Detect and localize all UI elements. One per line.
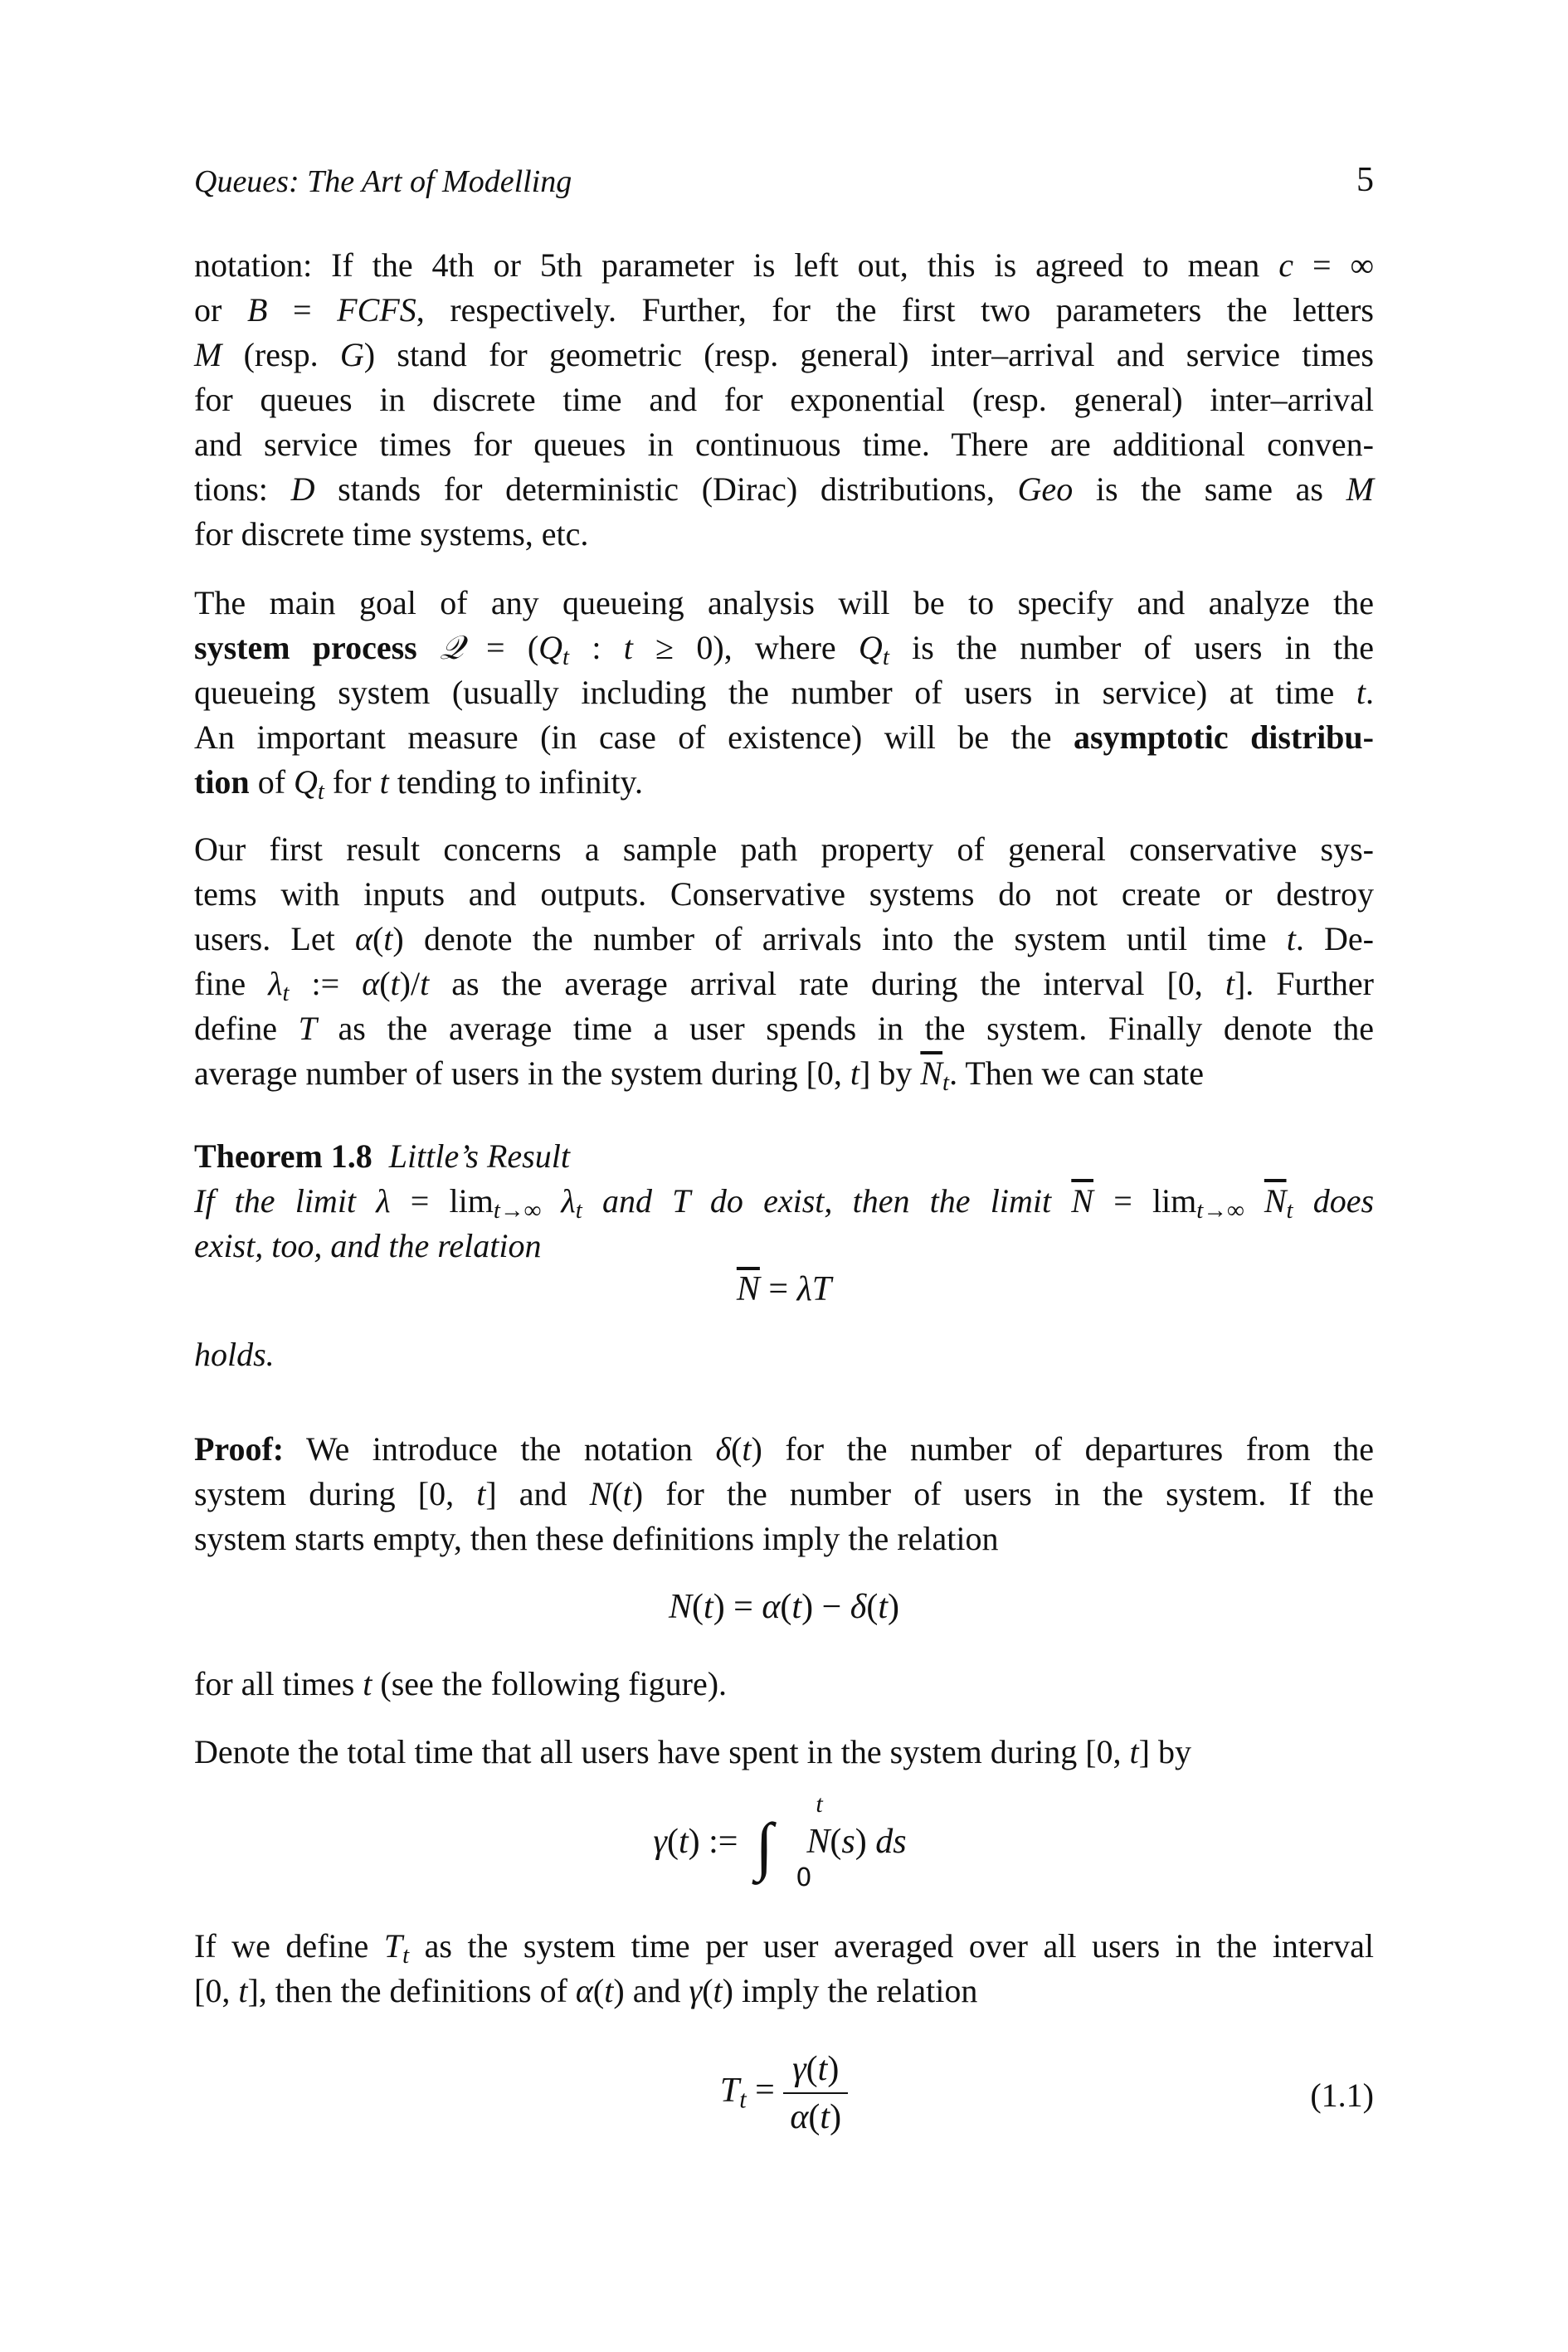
equation-little: $\overline{N} = \lambda T$ <box>736 1270 832 1308</box>
equation-n-of-t: N(t) = α(t) − δ(t) <box>669 1588 899 1626</box>
equation-gamma: γ(t) := ∫ N(s) ds t 0 <box>653 1790 907 1892</box>
paragraph-notation: notation: If the 4th or 5th parameter is left out, this is agreed to mean c = ∞ or B = FCFS, respectively. Further, for the first two parameters the letters M (resp. G) stand for geometric (resp. general) inter–arrival and service times for queues in discrete time and for exponential (resp. general) inter–arrival and service times for queues in continuous time. There are additional conven- tions: D stands for deterministic (Dirac) distributions, Geo is the same as M for discrete time systems, etc. <box>194 246 1375 553</box>
proof-paragraph: Proof: We introduce the notation δ(t) for the number of departures from the system during [0, t] and N(t) for the number of users in the system. If the system starts empty, then these definitions imply the relation <box>194 1430 1374 1557</box>
theorem-1-8: Theorem 1.8 Little’s Result If the limit $\lambda = \lim_{t\to\infty} \lambda_t$ and T do exist, then the limit $\overline{N} = \lim_{t\to\infty} \overline{N}_t$ does exist, too, and the relation <box>194 1137 1375 1264</box>
paragraph-sample-path: Our first result concerns a sample path property of general conservative sys- tems with inputs and outputs. Conservative systems do not create or destroy users. Let α(t) denote the number of arrivals into the system until time t. De- fine $\lambda_t$ := α(t)/t as the average arrival rate during the interval [0, t]. Further define T as the average time a user spends in the system. Finally denote the average number of users in the system during [0, t] by $\overline{N}_t$. Then we can state <box>194 830 1375 1097</box>
running-head-title: Queues: The Art of Modelling <box>194 164 572 199</box>
equation-1-1: $T_t$ = $\frac{\gamma(t)}{\alpha(t)}$ <box>194 2049 1374 2137</box>
running-head <box>194 163 1374 210</box>
equation-number: (1.1) <box>1310 2077 1374 2114</box>
paragraph-total-time: Denote the total time that all users have spent in the system during [0, t] by <box>194 1733 1191 1770</box>
page-number: 5 <box>1356 161 1374 199</box>
theorem-holds: holds. <box>194 1336 275 1373</box>
paragraph-define-tt: If we define $T_t$ as the system time per user averaged over all users in the interval [0, t], then the definitions of α(t) and γ(t) imply the relation <box>194 1927 1374 2009</box>
paragraph-all-times: for all times t (see the following figure). <box>194 1665 728 1702</box>
paragraph-system-process: The main goal of any queueing analysis will be to specify and analyze the system process 𝒬 = ($Q_t$ : t ≥ 0), where $Q_t$ is the number of users in the queueing system (usually including the number of users in service) at time t. An important measure (in case of existence) will be the asymptotic distribu- tion of $Q_t$ for t tending to infinity. <box>194 584 1374 806</box>
